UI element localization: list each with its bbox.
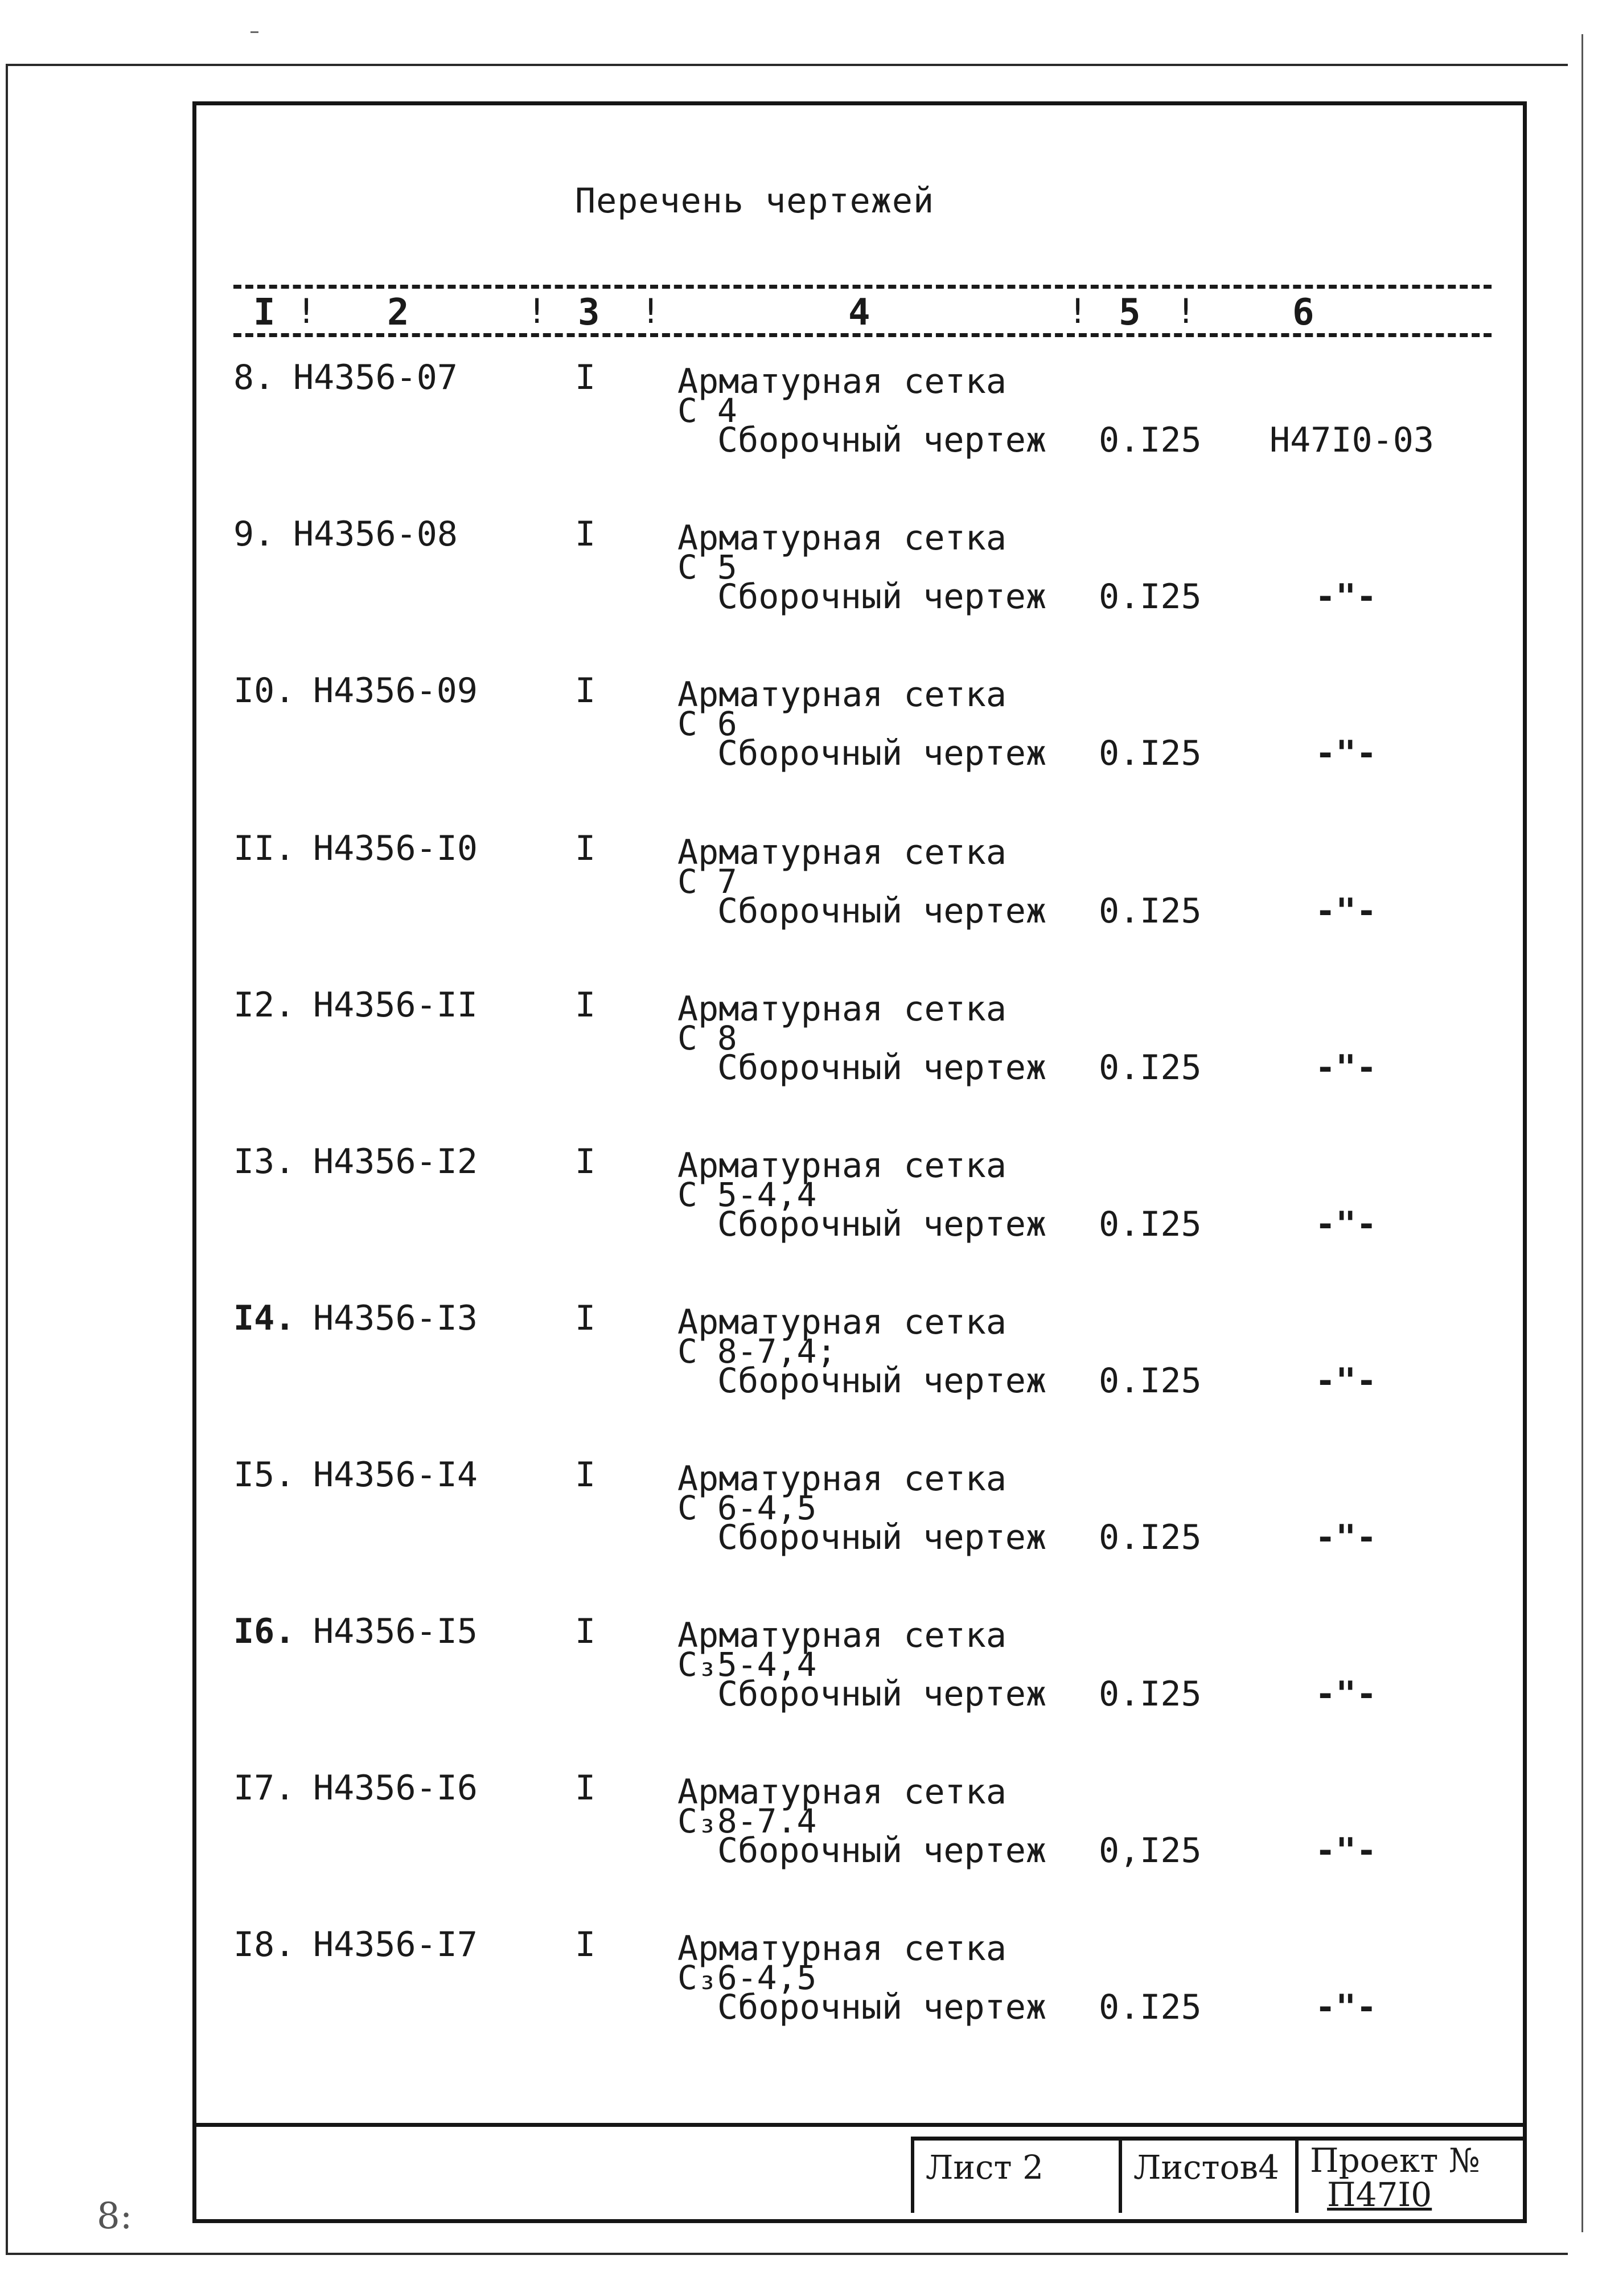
row-number: I2.	[233, 985, 295, 1025]
column-header-3: 3	[578, 292, 600, 334]
drawing-type: Сборочный чертеж	[717, 891, 1046, 931]
row-number: I4.	[233, 1298, 295, 1338]
drawing-scale: 0.I25	[1099, 420, 1202, 460]
sheet-count: I	[575, 1768, 596, 1808]
column-header-4: 4	[848, 292, 870, 334]
drawing-scale: 0.I25	[1099, 891, 1202, 931]
sheet-count: I	[575, 1142, 596, 1182]
drawing-code: Н4356-08	[293, 514, 458, 554]
ditto-mark: -"-	[1315, 1987, 1377, 2027]
drawing-scale: 0.I25	[1099, 1361, 1202, 1401]
drawing-code: Н4356-07	[293, 358, 458, 397]
sheet-cell	[911, 2140, 1122, 2213]
sheet-count: I	[575, 829, 596, 868]
ditto-mark: -"-	[1315, 1831, 1377, 1871]
drawing-scale: 0.I25	[1099, 1674, 1202, 1714]
column-header-6: 6	[1292, 292, 1314, 334]
drawing-type: Сборочный чертеж	[717, 1674, 1046, 1714]
drawing-code: Н4356-I5	[313, 1612, 478, 1651]
sheets-total-cell	[1119, 2140, 1299, 2213]
column-separator: !	[296, 292, 317, 331]
sheet-count: I	[575, 671, 596, 711]
row-number: I0.	[233, 671, 295, 711]
ditto-mark: -"-	[1315, 733, 1377, 773]
drawing-name: Арматурная сетка	[677, 833, 1007, 872]
mesh-mark: С 7	[677, 862, 737, 901]
column-header-5: 5	[1119, 292, 1141, 334]
row-number: I8.	[233, 1925, 295, 1965]
ditto-mark: -"-	[1315, 577, 1377, 617]
sheet-count: I	[575, 1925, 596, 1965]
reference: Н47I0-03	[1270, 420, 1434, 460]
ditto-mark: -"-	[1315, 1361, 1377, 1401]
row-number: I5.	[233, 1455, 295, 1495]
mesh-mark: С₃6-4,5	[677, 1958, 817, 1997]
scan-mark	[250, 31, 258, 33]
column-separator: !	[1176, 292, 1197, 331]
column-separator: !	[527, 292, 548, 331]
drawing-type: Сборочный чертеж	[717, 420, 1046, 460]
drawing-name: Арматурная сетка	[677, 362, 1007, 401]
margin-mark: 8:	[97, 2195, 133, 2237]
drawing-code: Н4356-I3	[313, 1298, 478, 1338]
drawing-name: Арматурная сетка	[677, 1302, 1007, 1342]
ditto-mark: -"-	[1315, 1674, 1377, 1714]
ditto-mark: -"-	[1315, 891, 1377, 931]
mesh-mark: С₃8-7.4	[677, 1802, 817, 1840]
drawing-type: Сборочный чертеж	[717, 1518, 1046, 1557]
project-cell	[1295, 2140, 1522, 2213]
page-edge	[1581, 34, 1583, 2232]
ditto-mark: -"-	[1315, 1204, 1377, 1244]
drawing-code: Н4356-II	[313, 985, 478, 1025]
row-number: 9.	[233, 514, 275, 554]
project-label: Проект №	[1310, 2141, 1480, 2180]
drawing-name: Арматурная сетка	[677, 989, 1007, 1029]
sheet-count: I	[575, 514, 596, 554]
drawing-type: Сборочный чертеж	[717, 1204, 1046, 1244]
drawing-scale: 0.I25	[1099, 1048, 1202, 1088]
column-separator: !	[640, 292, 662, 331]
drawing-scale: 0,I25	[1099, 1831, 1202, 1871]
mesh-mark: С 6-4,5	[677, 1489, 817, 1527]
drawing-name: Арматурная сетка	[677, 1616, 1007, 1655]
sheets-total-label: Листов4	[1133, 2148, 1280, 2187]
drawing-scale: 0.I25	[1099, 733, 1202, 773]
drawing-scale: 0.I25	[1099, 1987, 1202, 2027]
drawing-type: Сборочный чертеж	[717, 577, 1046, 617]
mesh-mark: С 4	[677, 391, 737, 430]
drawing-scale: 0.I25	[1099, 1204, 1202, 1244]
page-title: Перечень чертежей	[575, 181, 935, 221]
mesh-mark: С₃5-4,4	[677, 1645, 817, 1684]
project-number: П47I0	[1327, 2175, 1432, 2214]
sheet-label: Лист 2	[926, 2148, 1044, 2187]
drawing-code: Н4356-I0	[313, 829, 478, 868]
drawing-name: Арматурная сетка	[677, 518, 1007, 558]
drawing-code: Н4356-09	[313, 671, 478, 711]
title-block-rule	[192, 2123, 1523, 2127]
sheet-count: I	[575, 358, 596, 397]
sheet-count: I	[575, 1455, 596, 1495]
mesh-mark: С 6	[677, 704, 737, 743]
drawing-type: Сборочный чертеж	[717, 1361, 1046, 1401]
drawing-type: Сборочный чертеж	[717, 1048, 1046, 1088]
column-header-2: 2	[387, 292, 409, 334]
column-separator: !	[1067, 292, 1088, 331]
drawing-code: Н4356-I7	[313, 1925, 478, 1965]
drawing-name: Арматурная сетка	[677, 1459, 1007, 1499]
header-bottom-rule	[233, 333, 1492, 337]
row-number: I6.	[233, 1612, 295, 1651]
drawing-type: Сборочный чертеж	[717, 1987, 1046, 2027]
column-header-1: I	[253, 292, 276, 334]
header-top-rule	[233, 285, 1492, 289]
sheet-count: I	[575, 1298, 596, 1338]
drawing-name: Арматурная сетка	[677, 1772, 1007, 1812]
drawing-name: Арматурная сетка	[677, 1146, 1007, 1186]
drawing-type: Сборочный чертеж	[717, 1831, 1046, 1871]
mesh-mark: С 5	[677, 548, 737, 587]
sheet-count: I	[575, 985, 596, 1025]
row-number: I7.	[233, 1768, 295, 1808]
mesh-mark: С 8-7,4;	[677, 1332, 837, 1371]
drawing-scale: 0.I25	[1099, 1518, 1202, 1557]
row-number: I3.	[233, 1142, 295, 1182]
mesh-mark: С 8	[677, 1019, 737, 1057]
drawing-name: Арматурная сетка	[677, 675, 1007, 715]
drawing-type: Сборочный чертеж	[717, 733, 1046, 773]
drawing-scale: 0.I25	[1099, 577, 1202, 617]
ditto-mark: -"-	[1315, 1518, 1377, 1557]
row-number: 8.	[233, 358, 275, 397]
sheet-count: I	[575, 1612, 596, 1651]
drawing-name: Арматурная сетка	[677, 1929, 1007, 1969]
drawing-code: Н4356-I4	[313, 1455, 478, 1495]
ditto-mark: -"-	[1315, 1048, 1377, 1088]
row-number: II.	[233, 829, 295, 868]
drawing-code: Н4356-I2	[313, 1142, 478, 1182]
drawing-code: Н4356-I6	[313, 1768, 478, 1808]
mesh-mark: С 5-4,4	[677, 1175, 817, 1214]
